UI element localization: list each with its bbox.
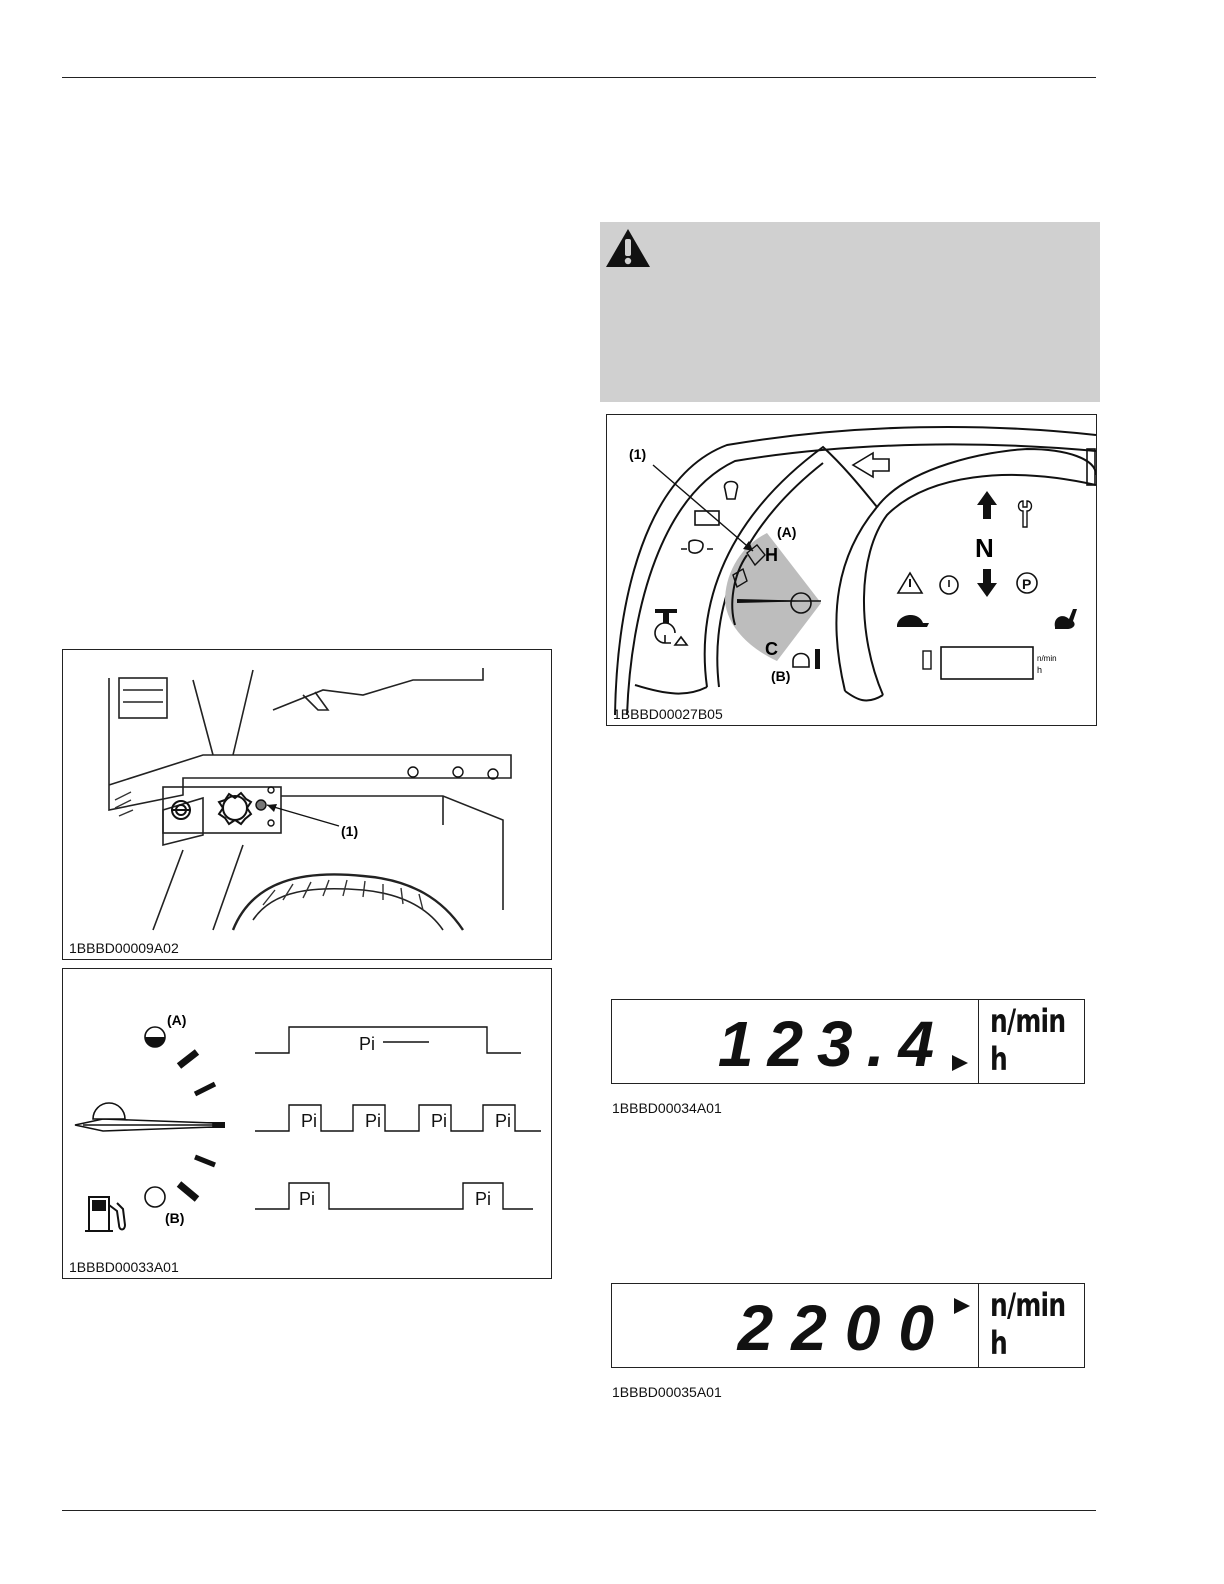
pulse-label: Pi — [359, 1034, 376, 1054]
hour-meter-display — [611, 999, 1085, 1084]
meter-label-b: (B) — [771, 668, 791, 684]
hour-meter-units-top: n/min — [990, 1002, 1066, 1040]
hour-meter-marker — [952, 1055, 968, 1071]
fuel-tank-callout: (1) — [341, 823, 359, 839]
coolant-temp-icon — [793, 654, 809, 668]
fuel-empty-icon — [145, 1187, 165, 1207]
parking-brake-icon — [1017, 573, 1037, 593]
rpm-units-bottom: h — [990, 1324, 1007, 1362]
filter-icon — [655, 609, 677, 623]
fuel-tank-figure — [62, 649, 552, 960]
direction-indicator — [975, 491, 997, 597]
rabbit-icon — [1055, 609, 1077, 629]
warning-box — [600, 222, 1100, 402]
fuel-tank-caption: 1BBBD00009A02 — [69, 940, 179, 956]
meter-panel-drawing — [607, 415, 1096, 725]
fuel-pump-icon — [85, 1197, 125, 1231]
hour-meter-value: 123.4 — [717, 1008, 948, 1080]
gauge-label-a: (A) — [167, 1012, 187, 1028]
neutral-label: N — [975, 533, 994, 563]
fuel-gauge-caption: 1BBBD00033A01 — [69, 1259, 179, 1275]
fuel-full-icon — [145, 1027, 165, 1047]
tortoise-icon — [897, 615, 929, 627]
pulse-label: Pi — [365, 1111, 382, 1131]
pulse-label: Pi — [299, 1189, 316, 1209]
footer-rule — [62, 1510, 1096, 1511]
meter-lcd — [941, 647, 1033, 679]
hour-meter-units-bottom: h — [990, 1040, 1007, 1078]
master-warning-icon — [898, 573, 922, 593]
meter-units-top: n/min — [1037, 654, 1057, 663]
meter-panel-figure — [606, 414, 1097, 726]
fuel-gauge-drawing — [63, 969, 551, 1259]
rpm-marker — [954, 1298, 970, 1314]
pulse-label: Pi — [475, 1189, 492, 1209]
hour-meter-caption: 1BBBD00034A01 — [612, 1100, 722, 1116]
brake-warning-icon — [940, 576, 958, 594]
rpm-value: 2200 — [737, 1292, 952, 1364]
gauge-label-b: (B) — [165, 1210, 185, 1226]
wrench-icon — [1019, 501, 1032, 527]
meter-callout: (1) — [629, 446, 647, 462]
temp-hot-label: H — [765, 545, 778, 565]
pulse-label: Pi — [495, 1111, 512, 1131]
warning-triangle-icon — [604, 226, 652, 270]
meter-units-bottom: h — [1037, 665, 1043, 675]
meter-panel-caption: 1BBBD00027B05 — [613, 706, 723, 722]
pulse-label: Pi — [301, 1111, 318, 1131]
rpm-display — [611, 1283, 1085, 1368]
oil-pressure-icon — [681, 540, 713, 553]
rpm-units-top: n/min — [990, 1286, 1066, 1324]
fuel-tank-drawing — [63, 650, 551, 940]
pulse-label: Pi — [431, 1111, 448, 1131]
clock-warning-icon — [655, 623, 687, 645]
header-rule — [62, 77, 1096, 78]
rpm-caption: 1BBBD00035A01 — [612, 1384, 722, 1400]
gauge-needle — [75, 1103, 213, 1131]
fuel-gauge-figure — [62, 968, 552, 1279]
temp-cold-label: C — [765, 639, 778, 659]
meter-label-a: (A) — [777, 524, 797, 540]
svg-text:P: P — [1022, 576, 1032, 592]
glow-plug-icon — [724, 482, 737, 500]
